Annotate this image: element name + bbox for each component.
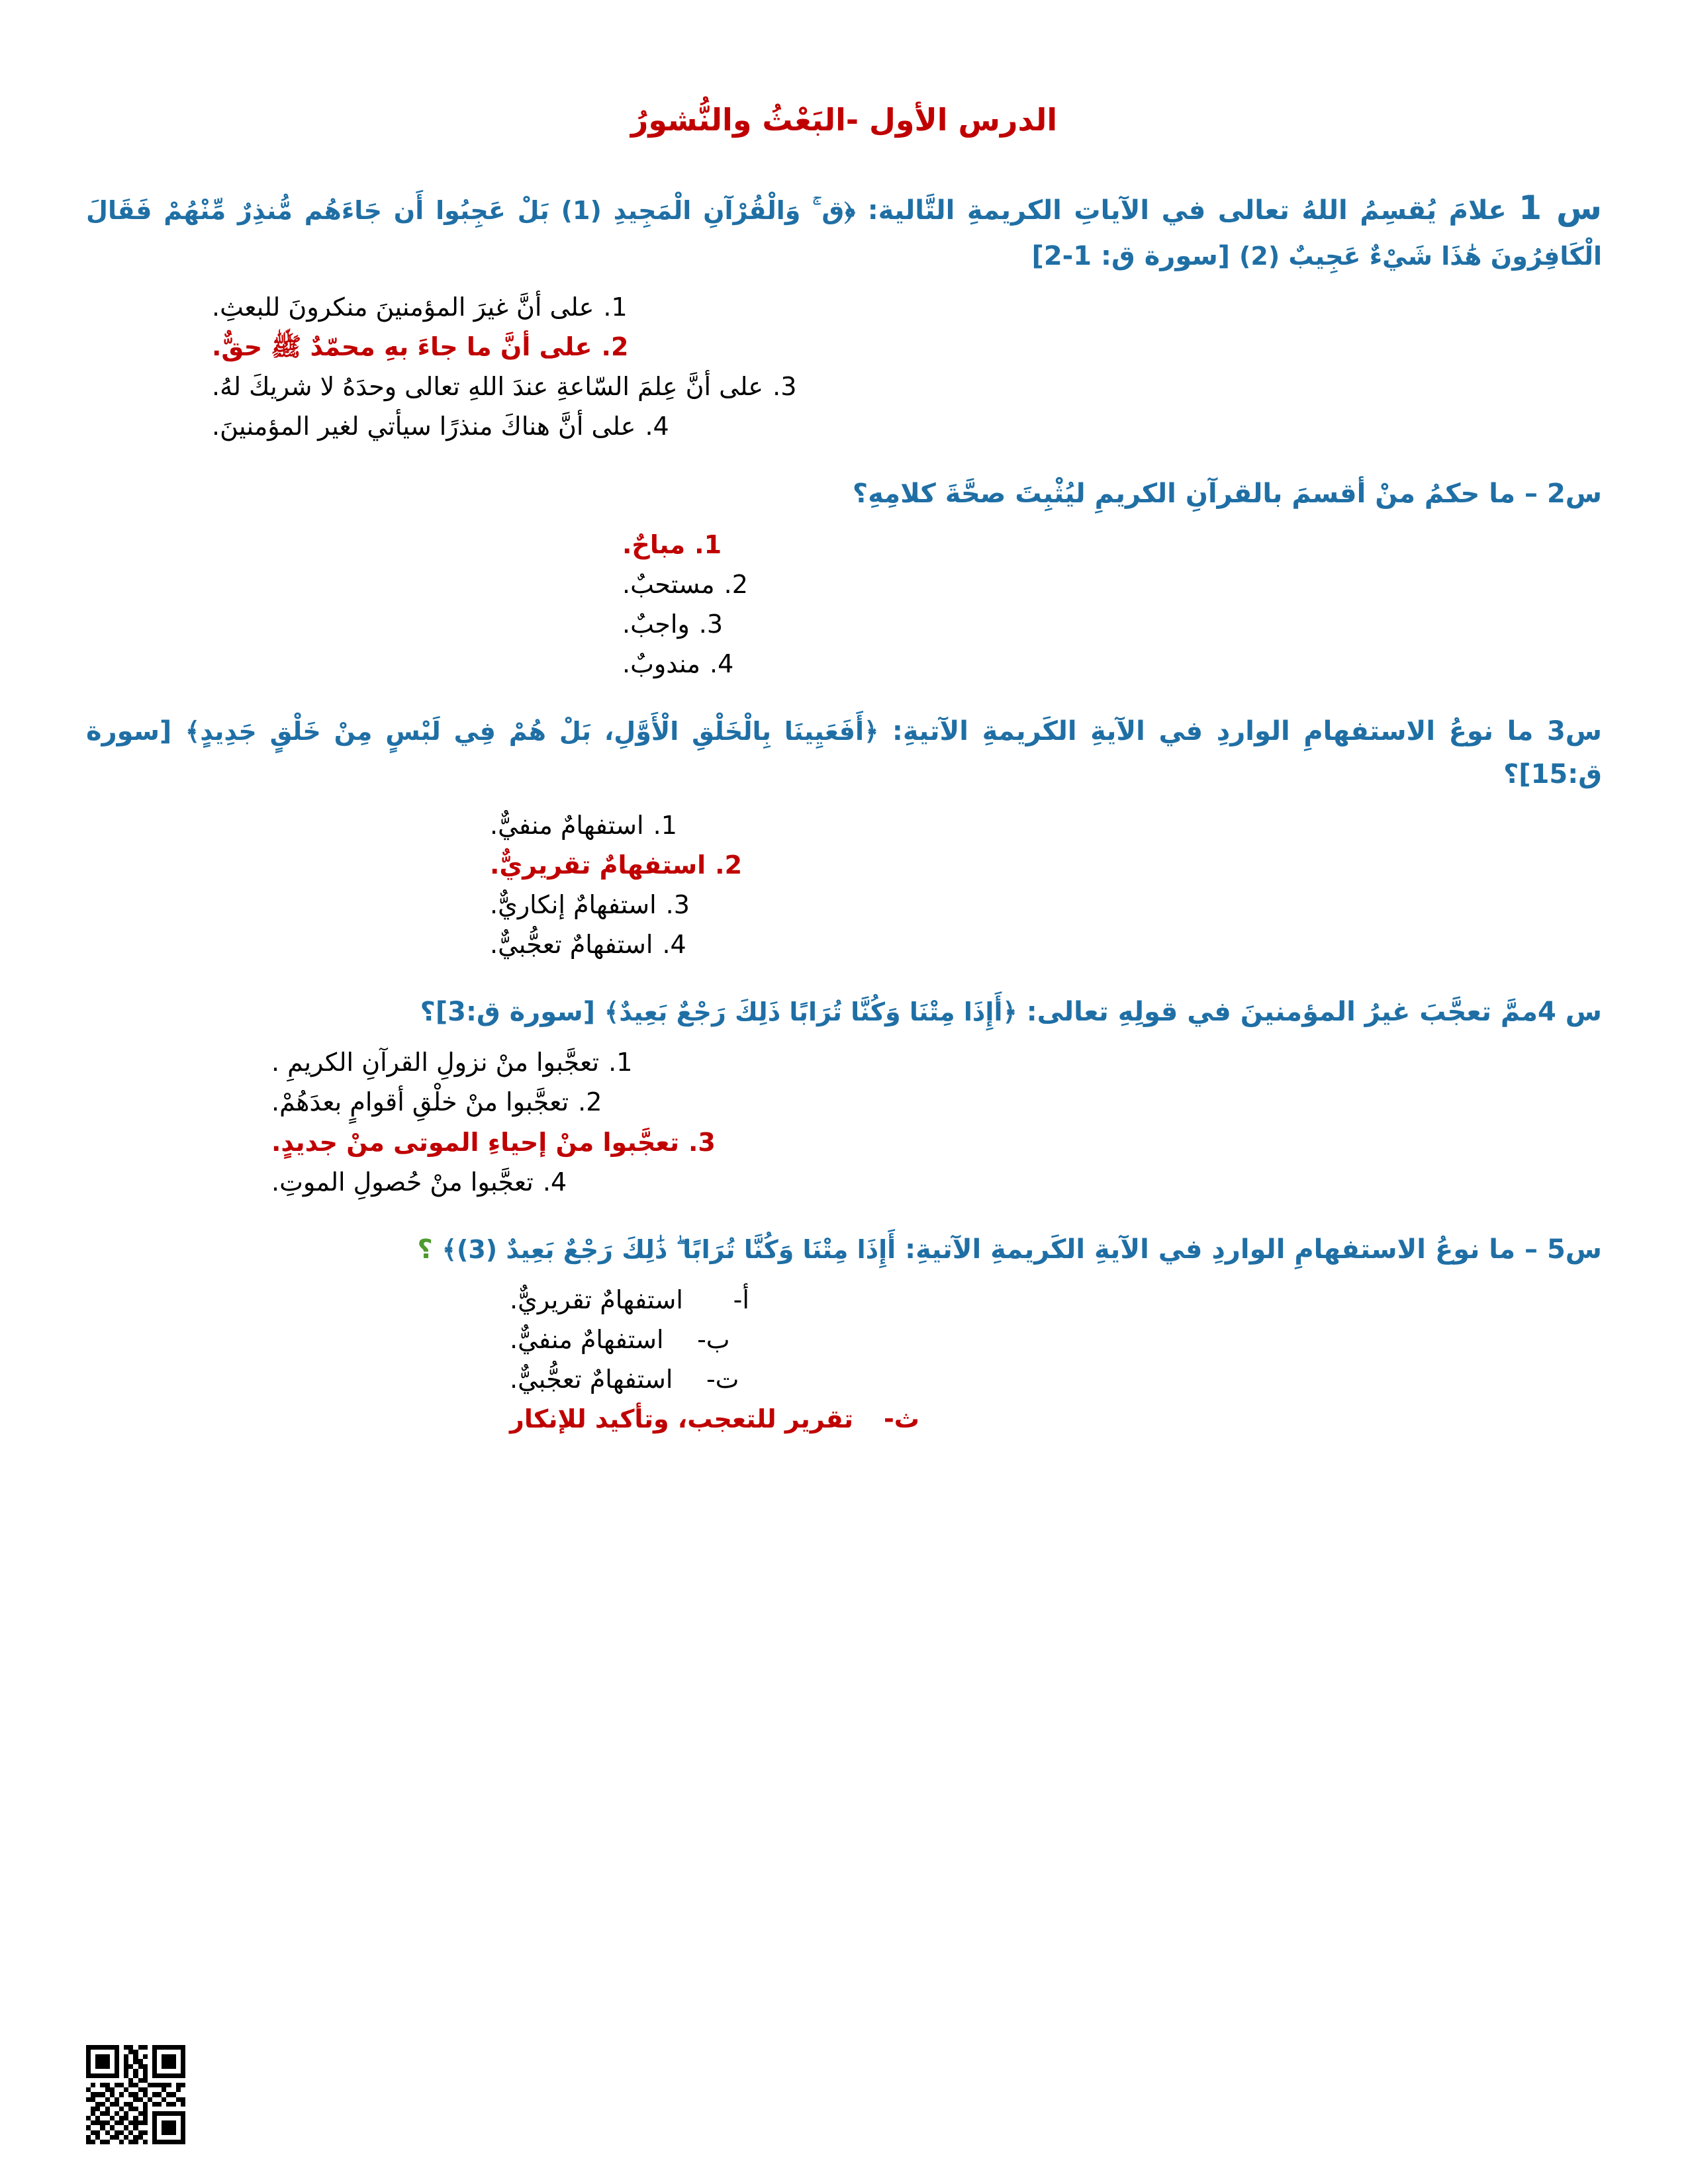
- option-marker: 4.: [662, 929, 686, 959]
- option-row[interactable]: [86, 1280, 1602, 1320]
- option-label: استفهامٌ منفيٌّ.: [510, 1325, 664, 1355]
- option-marker: 1.: [694, 529, 722, 559]
- option-marker: 2.: [578, 1087, 602, 1117]
- option-label: على أنَّ هناكَ منذرًا سيأتي لغير المؤمنينَ.: [212, 411, 636, 441]
- question-text-4: [86, 991, 1602, 1034]
- option-label: مستحبٌ.: [622, 569, 715, 599]
- question-block-5: [86, 1228, 1602, 1439]
- option-marker: 2.: [715, 850, 743, 880]
- option-row[interactable]: [86, 287, 1602, 327]
- option-label: تقرير للتعجب، وتأكيد للإنكار: [510, 1404, 853, 1434]
- option-label: مندوبٌ.: [622, 649, 700, 678]
- option-label: استفهامٌ منفيٌّ.: [490, 810, 644, 840]
- option-marker: أ-: [733, 1285, 749, 1315]
- option-row[interactable]: [86, 406, 1602, 446]
- option-label: على أنَّ ما جاءَ بهِ محمّدٌ ﷺ حقٌّ.: [212, 332, 592, 361]
- option-row[interactable]: [86, 367, 1602, 406]
- question-text-2: [86, 473, 1602, 516]
- question-block-2: [86, 473, 1602, 684]
- option-row[interactable]: [86, 327, 1602, 367]
- question-verse-1: ﴿ق ۚ وَالْقُرْآنِ الْمَجِيدِ (1) بَلْ عَجِبُوا أَن جَاءَهُم مُّنذِرٌ مِّنْهُمْ فَقَالَ الْكَافِرُونَ هَٰذَا شَيْءٌ عَجِيبٌ (2): [86, 196, 1602, 271]
- option-label: تعجَّبوا منْ نزولِ القرآنِ الكريمِ .: [271, 1048, 600, 1077]
- question-number-2: س2 –: [1524, 478, 1602, 510]
- options-list-5: [86, 1280, 1602, 1439]
- qr-code: [86, 2045, 185, 2144]
- option-row[interactable]: [86, 1320, 1602, 1359]
- option-label: تعجَّبوا منْ خلْقِ أقوامٍ بعدَهُمْ.: [271, 1087, 569, 1117]
- option-label: استفهامٌ تعجُّبيٌّ.: [510, 1365, 673, 1394]
- option-marker: 2.: [601, 332, 629, 361]
- option-row[interactable]: [86, 525, 1602, 565]
- option-label: تعجَّبوا منْ إحياءِ الموتى منْ جديدٍ.: [271, 1127, 679, 1157]
- option-label: واجبٌ.: [622, 609, 690, 639]
- option-label: مباحٌ.: [622, 529, 686, 559]
- option-row[interactable]: [86, 644, 1602, 684]
- option-marker: 3.: [773, 371, 797, 401]
- option-row[interactable]: [86, 805, 1602, 845]
- option-row[interactable]: [86, 845, 1602, 885]
- option-row[interactable]: [86, 1122, 1602, 1162]
- qr-code-grid: [86, 2045, 185, 2144]
- options-list-2: [86, 525, 1602, 684]
- option-marker: 3.: [665, 889, 690, 919]
- question-prompt-2: ما حكمُ منْ أقسمَ بالقرآنِ الكريمِ ليُثْبِتَ صحَّةَ كلامِهِ؟: [852, 478, 1525, 510]
- question-reference-4: [سورة ق:3]؟: [420, 996, 595, 1027]
- option-label: استفهامٌ إنكاريٌّ.: [490, 889, 657, 919]
- question-verse-4: ﴿أَإِذَا مِتْنَا وَكُنَّا تُرَابًا ذَلِكَ رَجْعٌ بَعِيدٌ﴾: [604, 997, 1017, 1026]
- option-row[interactable]: [86, 885, 1602, 925]
- option-marker: 1.: [653, 810, 677, 840]
- option-row[interactable]: [86, 1042, 1602, 1082]
- question-prompt-1: علامَ يُقسِمُ اللهُ تعالى في الآياتِ الكريمةِ التَّالية:: [867, 195, 1519, 226]
- option-label: استفهامٌ تقريريٌّ.: [490, 850, 706, 880]
- option-label: تعجَّبوا منْ حُصولِ الموتِ.: [271, 1167, 534, 1197]
- question-prompt-4: ممَّ تعجَّبَ غيرُ المؤمنينَ في قولِهِ تعالى:: [1026, 996, 1538, 1027]
- option-row[interactable]: [86, 604, 1602, 644]
- option-marker: 3.: [698, 609, 724, 639]
- option-marker: ب-: [697, 1325, 730, 1355]
- option-row[interactable]: [86, 925, 1602, 964]
- option-marker: 4.: [709, 649, 734, 678]
- option-marker: 3.: [688, 1127, 716, 1157]
- option-row[interactable]: [86, 565, 1602, 604]
- question-verse-3: ﴿أَفَعَيِينَا بِالْخَلْقِ الْأَوَّلِ، بَلْ هُمْ فِي لَبْسٍ مِنْ خَلْقٍ جَدِيدٍ﴾: [185, 716, 879, 746]
- option-label: على أنَّ عِلمَ السّاعةِ عندَ اللهِ تعالى وحدَهُ لا شريكَ لهُ.: [212, 371, 764, 401]
- question-reference-3: [سورة ق:15]؟: [86, 715, 1602, 790]
- option-marker: ث-: [884, 1404, 919, 1434]
- options-list-4: [86, 1042, 1602, 1201]
- question-reference-1: [سورة ق: 1-2]: [1031, 241, 1231, 272]
- question-number-4: س 4: [1538, 996, 1602, 1027]
- question-verse-5: أَإِذَا مِتْنَا وَكُنَّا تُرَابًا ۖ ذَٰلِكَ رَجْعٌ بَعِيدٌ (3)﴾: [442, 1234, 896, 1264]
- option-row[interactable]: [86, 1162, 1602, 1202]
- options-list-1: [86, 287, 1602, 446]
- option-row[interactable]: [86, 1082, 1602, 1122]
- option-row[interactable]: [86, 1399, 1602, 1439]
- question-number-3: س3: [1546, 715, 1602, 747]
- option-label: استفهامٌ تعجُّبيٌّ.: [490, 929, 653, 959]
- question-reference-5: ؟: [417, 1234, 433, 1265]
- option-marker: 2.: [724, 569, 748, 599]
- option-label: استفهامٌ تقريريٌّ.: [510, 1285, 683, 1315]
- option-marker: 1.: [603, 292, 628, 322]
- option-marker: 4.: [542, 1167, 567, 1197]
- option-marker: 4.: [645, 411, 669, 441]
- page-title: الدرس الأول -البَعْثُ والنُّشورُ: [630, 102, 1058, 138]
- question-number-5: س5 –: [1524, 1234, 1602, 1265]
- option-label: على أنَّ غيرَ المؤمنينَ منكرونَ للبعثِ.: [212, 292, 594, 322]
- question-block-4: [86, 991, 1602, 1202]
- question-prompt-3: ما نوعُ الاستفهامِ الواردِ في الآيةِ الكَريمةِ الآتيةِ:: [892, 715, 1547, 747]
- option-marker: ت-: [706, 1365, 739, 1394]
- question-prompt-5: ما نوعُ الاستفهامِ الواردِ في الآيةِ الكَريمةِ الآتيةِ:: [905, 1234, 1525, 1265]
- question-block-3: [86, 710, 1602, 964]
- options-list-3: [86, 805, 1602, 964]
- question-number-1: س 1: [1519, 189, 1602, 228]
- option-marker: 1.: [608, 1048, 633, 1077]
- question-text-1: [86, 181, 1602, 278]
- question-text-3: [86, 710, 1602, 796]
- option-row[interactable]: [86, 1359, 1602, 1399]
- question-block-1: [86, 181, 1602, 446]
- question-text-5: [86, 1228, 1602, 1271]
